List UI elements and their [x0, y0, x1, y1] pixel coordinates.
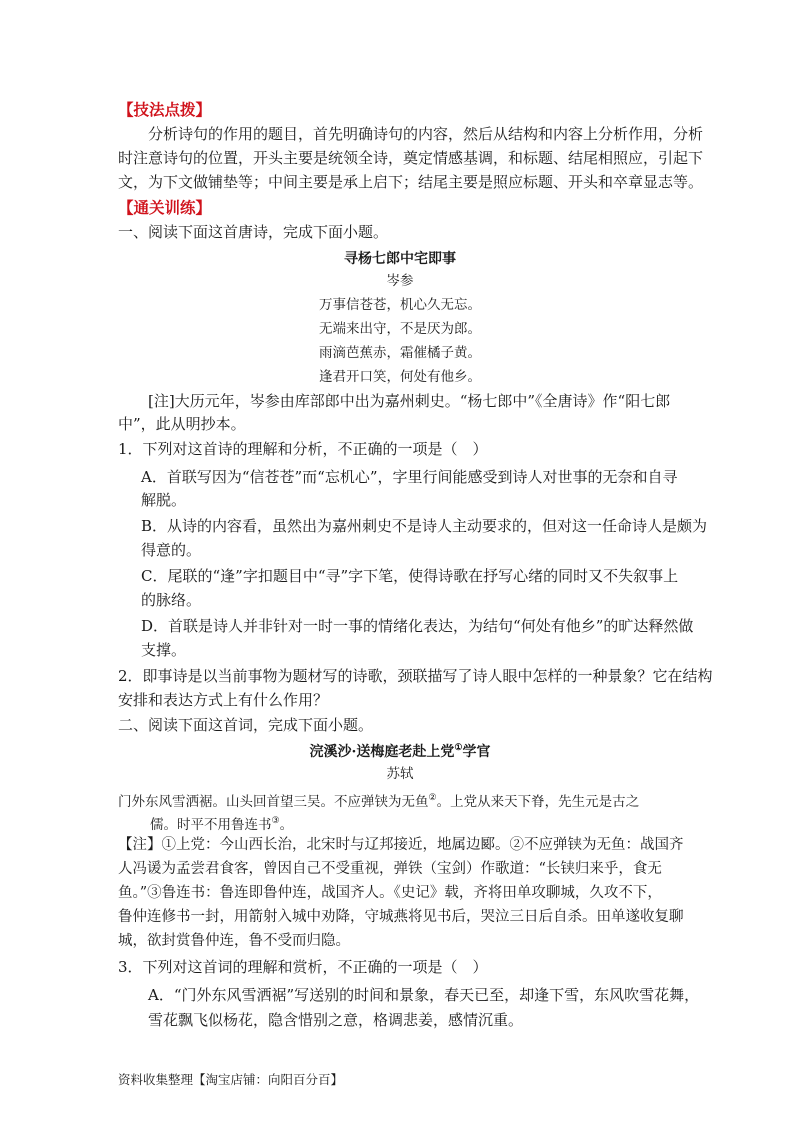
- q1-option-b-line-1: B．从诗的内容看，虽然出为嘉州刺史不是诗人主动要求的，但对这一任命诗人是颇为: [141, 517, 708, 535]
- poem2-author: 苏轼: [386, 766, 414, 782]
- poem2-title-end: 学官: [462, 744, 491, 760]
- note2-line-1: 【注】①上党：今山西长治，北宋时与辽邦接近，地属边郾。②不应弹铗为无鱼：战国齐: [118, 837, 684, 853]
- method-line-2: 时注意诗句的位置，开头主要是统领全诗，奠定情感基调，和标题、结尾相照应，引起下: [118, 149, 704, 167]
- poem2-title-footnote-mark: ①: [454, 743, 463, 753]
- q1-stem: 1．下列对这首诗的理解和分析，不正确的一项是（ ）: [118, 440, 488, 458]
- training-heading: 【通关训练】: [118, 199, 212, 217]
- poem2-footnote-mark-3: ③: [271, 816, 280, 826]
- q1-option-b-line-2: 得意的。: [141, 541, 202, 559]
- poem1-title: 寻杨七郎中宅即事: [344, 251, 456, 267]
- q3-stem: 3．下列对这首词的理解和赏析，不正确的一项是（ ）: [118, 958, 488, 976]
- poem1-line-1: 万事信苍苍，机心久无忘。: [319, 297, 481, 313]
- poem1-line-3: 雨滴芭蕉赤，霜催橘子黄。: [319, 345, 481, 361]
- note1-line-1: [注]大历元年，岑参由库部郎中出为嘉州刺史。“杨七郎中”《全唐诗》作“阳七郎: [148, 392, 671, 410]
- poem1-author: 岑参: [386, 273, 414, 289]
- poem2-line-2-part-b: 。: [279, 817, 294, 833]
- q1-option-c-line-2: 的脉络。: [141, 591, 202, 609]
- note2-line-2: 人冯谖为孟尝君食客，曾因自己不受重视，弹铁（宝剑）作歌道：“长铗归来乎，食无: [118, 861, 662, 877]
- q3-option-a-line-1: A．“门外东风雪洒裾”写送别的时间和景象，春天已至，却逢下雪，东风吹雪花舞，: [148, 986, 700, 1004]
- note2-line-5: 城，欲封赏鲁仲连，鲁不受而归隐。: [118, 933, 350, 949]
- note2-line-3: 鱼。”③鲁连书：鲁连即鲁仲连，战国齐人。《史记》载，齐将田单攻聊城，久攻不下，: [118, 885, 662, 901]
- poem2-line-1-part-b: 。上党从来天下脊，先生元是古之: [436, 794, 640, 810]
- note2-line-4: 鲁仲连修书一封，用箭射入城中劝降，守城燕将见书后，哭泣三日后自杀。田单遂收复聊: [118, 909, 684, 925]
- part2-intro: 二、阅读下面这首词，完成下面小题。: [118, 716, 374, 734]
- q3-option-a-line-2: 雪花飘飞似杨花，隐含惜别之意，格调悲姜，感情沉重。: [148, 1011, 524, 1029]
- method-line-3: 文，为下文做铺垫等；中间主要是承上启下；结尾主要是照应标题、开头和卒章显志等。: [118, 173, 704, 191]
- q1-option-d-line-2: 支撑。: [141, 641, 187, 659]
- poem1-line-2: 无端来出守，不是厌为郎。: [319, 321, 481, 337]
- poem2-line-1: [118, 788, 639, 812]
- poem2-line-1-part-a: 门外东风雪洒裾。山头回首望三吴。不应弹铗为无鱼: [118, 794, 429, 810]
- poem1-line-4: 逢君开口笑，何处有他乡。: [319, 369, 481, 385]
- poem2-line-2: [150, 811, 293, 835]
- poem2-title-main: 浣溪沙·送梅庭老赴上党: [309, 744, 455, 760]
- q1-option-a-line-1: A．首联写因为“信苍苍”而“忘机心”，字里行间能感受到诗人对世事的无奈和自寻: [141, 468, 678, 486]
- part1-intro: 一、阅读下面这首唐诗，完成下面小题。: [118, 223, 389, 241]
- page-footer: 资料收集整理【淘宝店铺：向阳百分百】: [118, 1072, 344, 1087]
- poem2-footnote-mark-2: ②: [428, 793, 437, 803]
- note1-line-2: 中”，此从明抄本。: [118, 415, 246, 433]
- q1-option-c-line-1: C．尾联的“逢”字扣题目中“寻”字下笔，使得诗歌在抒写心绪的同时又不失叙事上: [141, 567, 679, 585]
- method-heading: 【技法点拨】: [118, 101, 212, 119]
- q2-line-2: 安排和表达方式上有什么作用？: [118, 691, 329, 709]
- poem2-line-2-part-a: 儒。时平不用鲁连书: [150, 817, 272, 833]
- poem2-title: [0, 741, 800, 761]
- q1-option-a-line-2: 解脱。: [141, 491, 187, 509]
- method-line-1: 分析诗句的作用的题目，首先明确诗句的内容，然后从结构和内容上分析作用，分析: [148, 125, 704, 143]
- q2-line-1: 2．即事诗是以当前事物为题材写的诗歌，颈联描写了诗人眼中怎样的一种景象？它在结构: [118, 667, 713, 685]
- q1-option-d-line-1: D．首联是诗人并非针对一时一事的情绪化表达，为结句“何处有他乡”的旷达释然做: [141, 617, 694, 635]
